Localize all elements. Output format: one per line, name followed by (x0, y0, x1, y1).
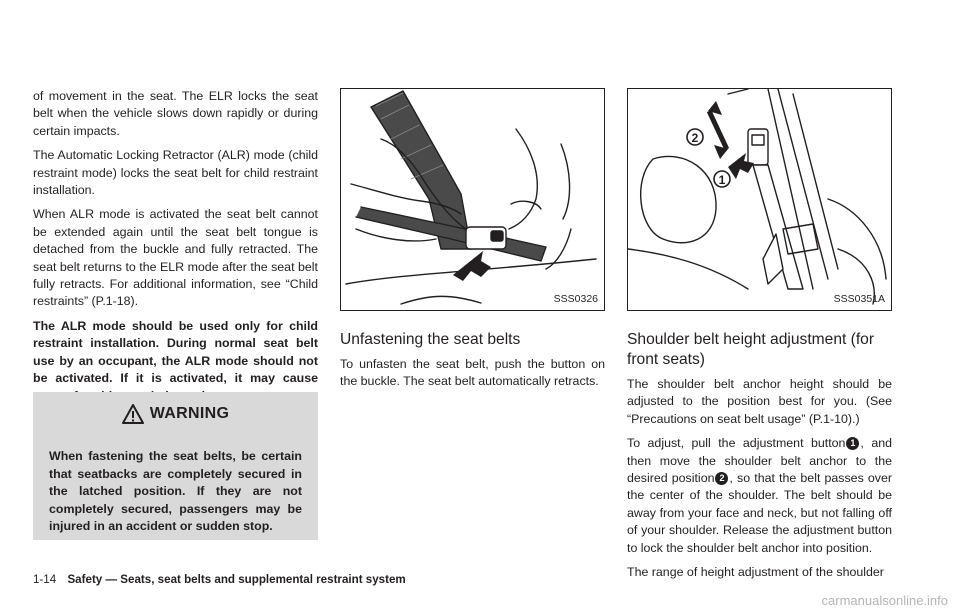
warning-box (33, 392, 318, 540)
shoulder-belt-illustration (628, 89, 890, 309)
paragraph-elr: of movement in the seat. The ELR locks the seat belt when the vehicle slows down rapidly or during certain impacts. (33, 89, 318, 138)
shoulder-text-2: To adjust, pull the adjustment button 1 , and then move the shoulder belt anchor to the desired position 2 , so that the belt passes over the center of the shoulder. The belt should be away from your face and neck, but not falling off of your shoulder. Release the adjustment button to lock the shoulder belt anchor into position. (627, 436, 892, 555)
paragraph-alr-activation: When ALR mode is activated the seat belt cannot be extended again until the seat belt tongue is detached from the buckle and fully retracted. The seat belt returns to the ELR mode after the seat belt fully retracts. For additional information, see “Child restraints” (P.1-18). (33, 207, 318, 309)
figure-code: SSS0326 (553, 293, 598, 305)
paragraph-alr-caution: The ALR mode should be used only for child restraint installation. During normal seat belt use by an occupant, the ALR mode should not be activated. If it is activated, it may cause (33, 318, 318, 386)
watermark: carmanualsonline.info (821, 593, 948, 608)
figure-unfastening-belt (340, 88, 605, 311)
callout-2-icon: 2 (715, 472, 728, 485)
unfastening-text: To unfasten the seat belt, push the button on the buckle. The seat belt automatically retracts. (340, 357, 605, 389)
shoulder-section (627, 330, 892, 588)
warning-text: When fastening the seat belts, be certain that seatbacks are completely secured in the latched position. If they are not completely secured, passengers may be injured in an accident or sudden stop. (49, 449, 302, 534)
callout-1-icon: 1 (846, 437, 859, 450)
push-arrow (453, 251, 491, 281)
left-column (33, 88, 318, 412)
warning-triangle-icon (122, 404, 144, 424)
callout-1: 1 (718, 173, 726, 187)
figure-shoulder-adjust (627, 88, 892, 311)
page-footer (33, 573, 406, 586)
height-arrow (707, 101, 729, 159)
warning-header (49, 392, 302, 436)
paragraph-alr: The Automatic Locking Retractor (ALR) mode (child restraint mode) locks the seat belt for child restraint installation. (33, 148, 318, 198)
unfastening-heading: Unfastening the seat belts (340, 331, 521, 348)
belt-buckle-illustration (341, 89, 603, 309)
shoulder-text-1: The shoulder belt anchor height should be adjusted to the position best for you. (See “Precautions on seat belt usage” (P.1-10).) (627, 377, 892, 426)
callout-2: 2 (691, 131, 699, 145)
figure-code: SSS0351A (833, 293, 885, 305)
page-number: 1-14 (33, 573, 57, 586)
section-title: Safety — Seats, seat belts and supplemental restraint system (67, 573, 406, 586)
warning-title: WARNING (149, 405, 230, 422)
shoulder-text-3: The range of height adjustment of the shoulder (627, 565, 884, 580)
shoulder-heading: Shoulder belt height adjustment (for front seats) (627, 331, 875, 368)
unfastening-section (340, 330, 605, 398)
